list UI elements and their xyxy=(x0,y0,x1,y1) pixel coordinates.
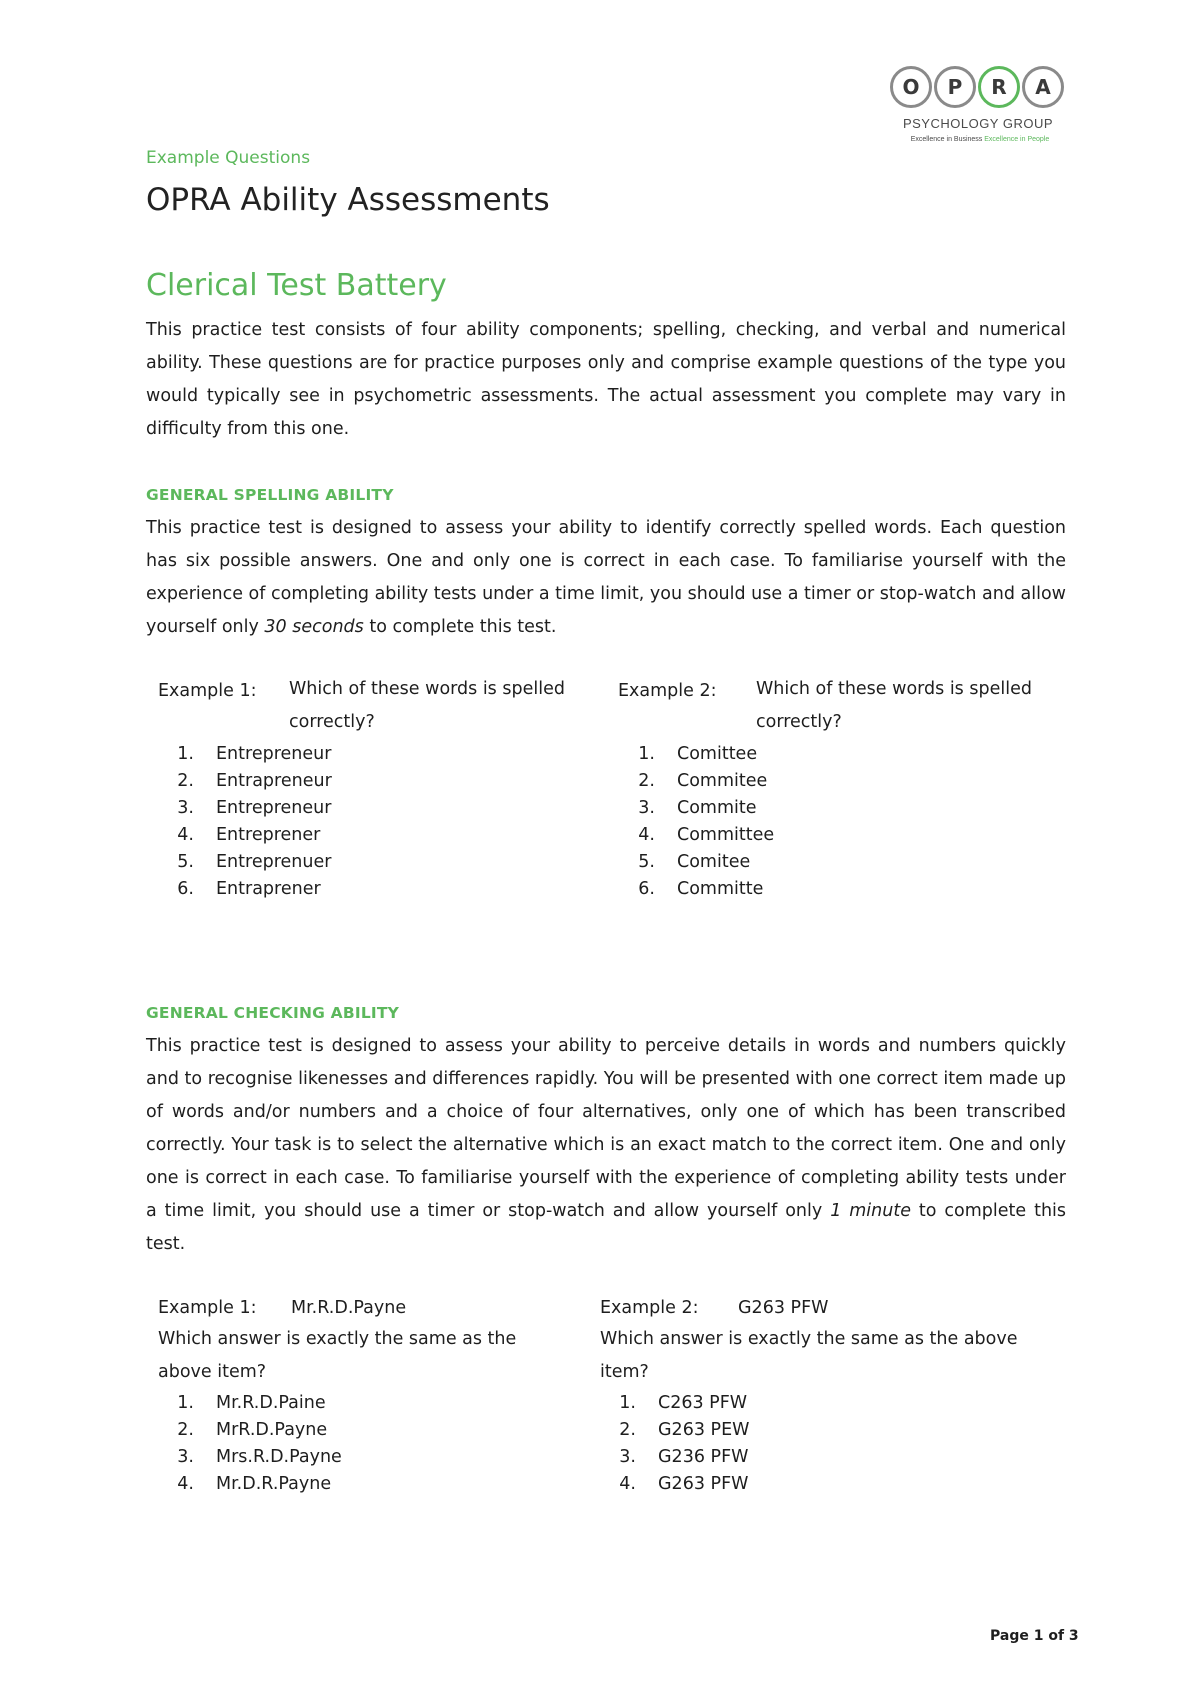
option-number: 3. xyxy=(619,1447,636,1467)
option-text: Committee xyxy=(677,825,775,845)
option-text: Entreprener xyxy=(216,825,321,845)
option-text: Entreprenuer xyxy=(216,852,332,872)
checking-heading: GENERAL CHECKING ABILITY xyxy=(146,1004,400,1022)
option-text: Entrapreneur xyxy=(216,771,332,791)
option-item xyxy=(608,1447,908,1474)
option-item xyxy=(627,744,927,771)
option-text: Commitee xyxy=(677,771,768,791)
option-item xyxy=(627,879,927,906)
option-item xyxy=(608,1474,908,1501)
option-item xyxy=(166,852,466,879)
option-number: 4. xyxy=(177,825,194,845)
logo-letter-p: P xyxy=(934,66,976,108)
spelling-example-2-options xyxy=(627,744,927,906)
option-item xyxy=(627,825,927,852)
option-item xyxy=(627,798,927,825)
option-number: 1. xyxy=(177,744,194,764)
option-text: Mrs.R.D.Payne xyxy=(216,1447,342,1467)
option-text: Mr.R.D.Paine xyxy=(216,1393,326,1413)
logo-tagline-people: Excellence in People xyxy=(984,136,1050,143)
logo-circles xyxy=(890,66,1066,114)
spelling-paragraph-text: This practice test is designed to assess your ability to identify correctly spelled words. Each question has six possible answers. One and only one is correct in each case. To familiarise yourself with the experience of completing ability tests under a time limit, you should use a timer or stop-watch and allow yourself only xyxy=(146,518,1066,637)
checking-example-1-item: Mr.R.D.Payne xyxy=(291,1298,407,1318)
option-number: 4. xyxy=(177,1474,194,1494)
option-item xyxy=(166,744,466,771)
spelling-example-1-question: Which of these words is spelled correctly? xyxy=(289,679,565,732)
option-number: 1. xyxy=(638,744,655,764)
option-item xyxy=(166,798,466,825)
spelling-paragraph xyxy=(146,512,1066,644)
checking-paragraph xyxy=(146,1030,1066,1261)
spelling-example-1-options xyxy=(166,744,466,906)
option-text: Committe xyxy=(677,879,764,899)
logo-letter-a: A xyxy=(1022,66,1064,108)
option-number: 2. xyxy=(638,771,655,791)
page-kicker: Example Questions xyxy=(146,148,311,168)
option-text: Comitee xyxy=(677,852,751,872)
option-number: 5. xyxy=(177,852,194,872)
option-number: 4. xyxy=(638,825,655,845)
spelling-time-limit: 30 seconds xyxy=(264,617,364,637)
checking-example-2-question: Which answer is exactly the same as the above item? xyxy=(600,1329,1018,1382)
logo-tagline xyxy=(900,136,1060,143)
intro-paragraph: This practice test consists of four ability components; spelling, checking, and verbal and numerical ability. These questions are for practice purposes only and comprise example questions of the type you would typically see in psychometric assessments. The actual assessment you complete may vary in difficulty from this one. xyxy=(146,320,1066,439)
checking-paragraph-text: This practice test is designed to assess your ability to perceive details in words and numbers quickly and to recognise likenesses and differences rapidly. You will be presented with one correct item made up of words and/or numbers and a choice of four alternatives, only one of which has been transcribed correctly. Your task is to select the alternative which is an exact match to the correct item. One and only one is correct in each case. To familiarise yourself with the experience of completing ability tests under a time limit, you should use a timer or stop-watch and allow yourself only xyxy=(146,1036,1066,1221)
logo-tagline-business: Excellence in Business xyxy=(910,136,983,143)
option-number: 6. xyxy=(638,879,655,899)
option-text: G263 PEW xyxy=(658,1420,750,1440)
option-number: 2. xyxy=(619,1420,636,1440)
spelling-heading: GENERAL SPELLING ABILITY xyxy=(146,486,394,504)
option-text: Commite xyxy=(677,798,757,818)
option-item xyxy=(627,771,927,798)
checking-paragraph-end: to complete this test. xyxy=(146,1201,1067,1254)
checking-time-limit: 1 minute xyxy=(830,1201,911,1221)
checking-example-1-question: Which answer is exactly the same as the above item? xyxy=(158,1329,517,1382)
option-number: 2. xyxy=(177,771,194,791)
option-number: 4. xyxy=(619,1474,636,1494)
checking-example-1-label: Example 1: xyxy=(158,1298,257,1318)
section-title: Clerical Test Battery xyxy=(146,268,447,303)
option-item xyxy=(608,1420,908,1447)
checking-example-2-label: Example 2: xyxy=(600,1298,699,1318)
option-text: Entraprener xyxy=(216,879,321,899)
option-text: G263 PFW xyxy=(658,1474,749,1494)
option-item xyxy=(166,825,466,852)
spelling-example-1-label: Example 1: xyxy=(158,681,257,701)
option-item xyxy=(627,852,927,879)
checking-example-2-item: G263 PFW xyxy=(738,1298,829,1318)
option-item xyxy=(608,1393,908,1420)
option-text: Entrepreneur xyxy=(216,798,332,818)
logo-letter-o: O xyxy=(890,66,932,108)
option-number: 2. xyxy=(177,1420,194,1440)
spelling-example-2-question: Which of these words is spelled correctly? xyxy=(756,679,1032,732)
option-text: C263 PFW xyxy=(658,1393,748,1413)
option-item xyxy=(166,771,466,798)
option-number: 1. xyxy=(177,1393,194,1413)
option-item xyxy=(166,1474,466,1501)
option-number: 1. xyxy=(619,1393,636,1413)
logo-letter-r: R xyxy=(978,66,1020,108)
spelling-example-2-label: Example 2: xyxy=(618,681,717,701)
option-text: Entrepreneur xyxy=(216,744,332,764)
spelling-paragraph-end: to complete this test. xyxy=(363,617,557,637)
option-item xyxy=(166,1447,466,1474)
logo-subtitle: PSYCHOLOGY GROUP xyxy=(902,116,1054,131)
page-title: OPRA Ability Assessments xyxy=(146,182,550,218)
option-number: 3. xyxy=(638,798,655,818)
option-number: 3. xyxy=(177,798,194,818)
option-number: 5. xyxy=(638,852,655,872)
checking-example-2-options xyxy=(608,1393,908,1501)
option-text: G236 PFW xyxy=(658,1447,749,1467)
page-number: Page 1 of 3 xyxy=(990,1628,1079,1644)
option-text: MrR.D.Payne xyxy=(216,1420,328,1440)
opra-logo xyxy=(890,66,1066,156)
option-item xyxy=(166,1420,466,1447)
option-number: 3. xyxy=(177,1447,194,1467)
option-item xyxy=(166,879,466,906)
option-number: 6. xyxy=(177,879,194,899)
option-text: Mr.D.R.Payne xyxy=(216,1474,332,1494)
option-item xyxy=(166,1393,466,1420)
option-text: Comittee xyxy=(677,744,758,764)
checking-example-1-options xyxy=(166,1393,466,1501)
